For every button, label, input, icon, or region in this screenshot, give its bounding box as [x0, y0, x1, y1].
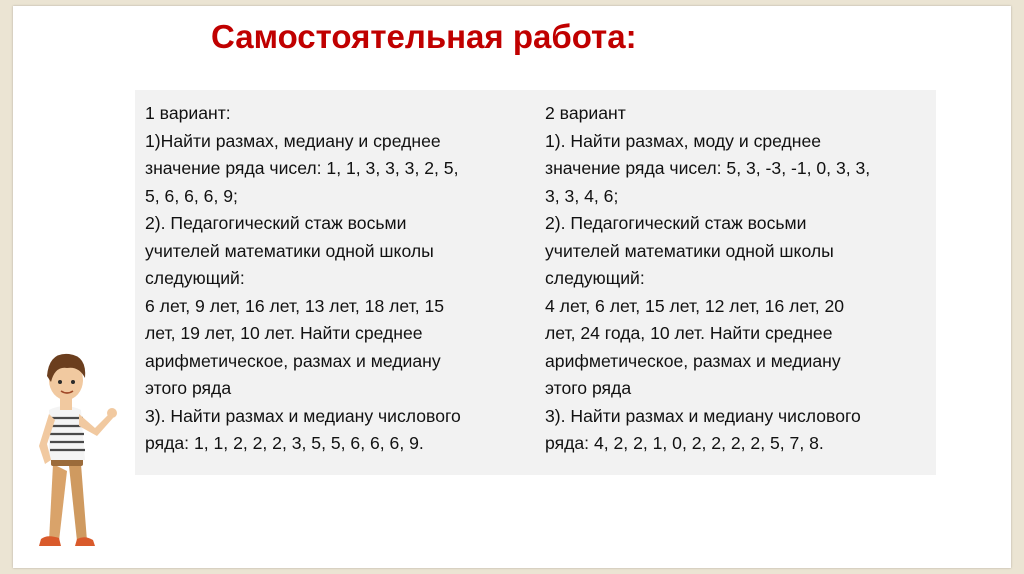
- variant-2-line: учителей математики одной школы: [545, 240, 834, 261]
- variant-1-line: арифметическое, размах и медиану: [145, 350, 441, 371]
- variant-1-line: 6 лет, 9 лет, 16 лет, 13 лет, 18 лет, 15: [145, 295, 445, 316]
- variant-2-line: 2). Педагогический стаж восьми: [545, 213, 807, 233]
- variant-2-line: этого ряда: [545, 378, 632, 398]
- variant-1-line: следующий:: [145, 268, 245, 288]
- variant-2-column: [545, 100, 930, 458]
- teacher-boy-illustration: [13, 336, 123, 556]
- variant-1-line: лет, 19 лет, 10 лет. Найти среднее: [145, 323, 423, 343]
- variant-1-line: 1)Найти размах, медиану и среднее: [145, 130, 441, 151]
- variant-2-line: 3, 3, 4, 6;: [545, 185, 619, 206]
- variant-1-line: 1 вариант:: [145, 103, 231, 123]
- variant-2-line: значение ряда чисел: 5, 3, -3, -1, 0, 3, 3,: [545, 158, 871, 178]
- variant-1-line: 2). Педагогический стаж восьми: [145, 213, 407, 233]
- variant-2-line: арифметическое, размах и медиану: [545, 350, 841, 371]
- variant-2-line: следующий:: [545, 268, 645, 288]
- variant-2-line: 4 лет, 6 лет, 15 лет, 12 лет, 16 лет, 20: [545, 295, 845, 316]
- variant-2-line: 3). Найти размах и медиану числового: [545, 405, 861, 426]
- slide-title: Самостоятельная работа:: [211, 18, 637, 55]
- assignment-table: [135, 90, 936, 475]
- variant-1-line: учителей математики одной школы: [145, 240, 434, 261]
- variant-2-line: ряда: 4, 2, 2, 1, 0, 2, 2, 2, 2, 5, 7, 8.: [545, 433, 824, 453]
- variant-1-column: [145, 100, 525, 458]
- variant-1-line: значение ряда чисел: 1, 1, 3, 3, 3, 2, 5,: [145, 158, 459, 178]
- variant-2-line: 1). Найти размах, моду и среднее: [545, 130, 822, 151]
- variant-1-line: 5, 6, 6, 6, 9;: [145, 185, 238, 206]
- variant-2-line: 2 вариант: [545, 103, 626, 123]
- slide: [13, 6, 1011, 568]
- variant-1-line: этого ряда: [145, 378, 232, 398]
- variant-2-line: лет, 24 года, 10 лет. Найти среднее: [545, 323, 833, 343]
- variant-1-line: ряда: 1, 1, 2, 2, 2, 3, 5, 5, 6, 6, 6, 9.: [145, 433, 424, 453]
- variant-1-line: 3). Найти размах и медиану числового: [145, 405, 461, 426]
